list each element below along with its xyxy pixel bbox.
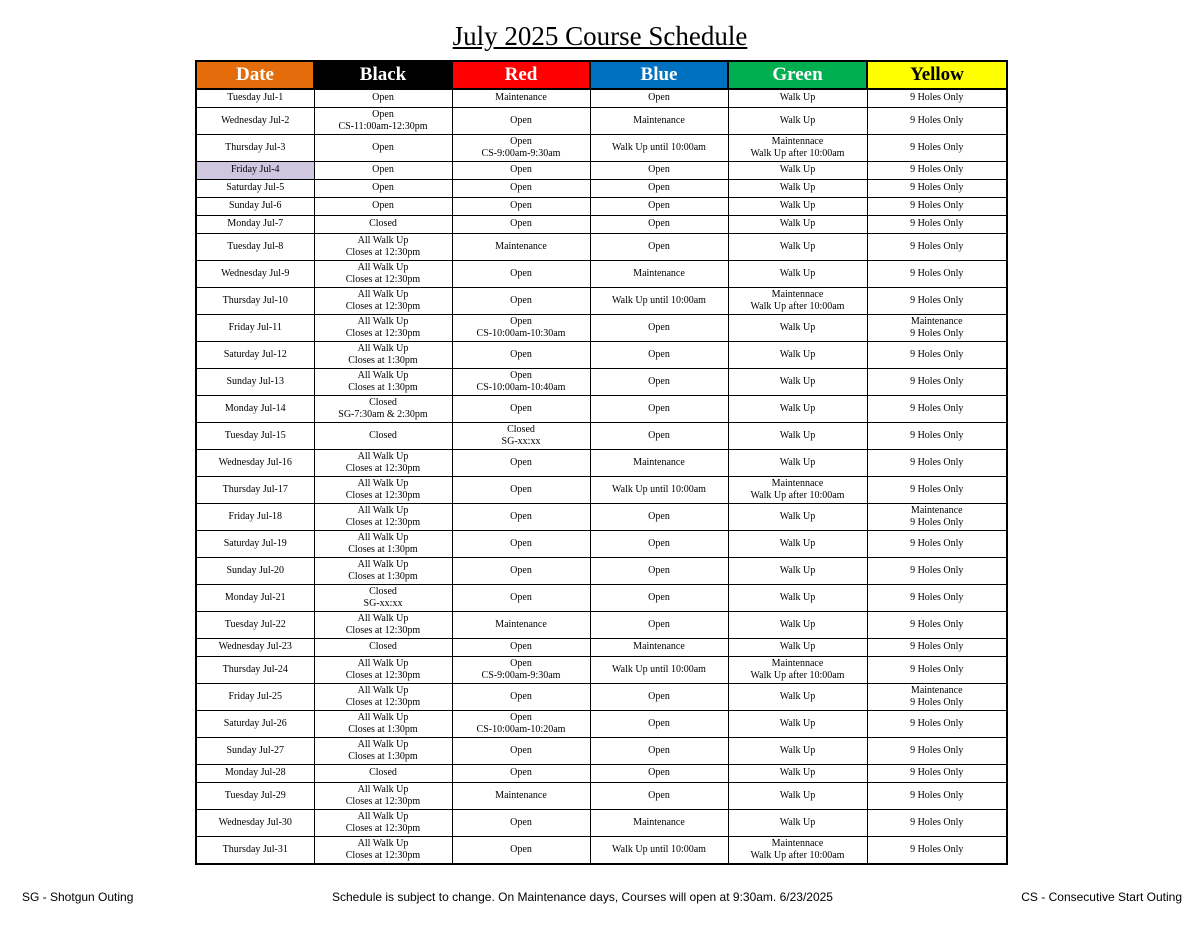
date-cell: Thursday Jul-17 [196,477,314,504]
yellow-course-cell: 9 Holes Only [867,657,1007,684]
table-row [196,234,1007,261]
red-course-cell: Open CS-10:00am-10:30am [452,315,590,342]
date-cell: Friday Jul-18 [196,504,314,531]
header-yellow: Yellow [867,61,1007,89]
black-course-cell: All Walk Up Closes at 12:30pm [314,810,452,837]
blue-course-cell: Open [590,180,728,198]
green-course-cell: Walk Up [728,531,867,558]
table-row [196,369,1007,396]
date-cell: Sunday Jul-6 [196,198,314,216]
green-course-cell: Maintennace Walk Up after 10:00am [728,477,867,504]
yellow-course-cell: 9 Holes Only [867,450,1007,477]
yellow-course-cell: 9 Holes Only [867,531,1007,558]
green-course-cell: Walk Up [728,315,867,342]
red-course-cell: Open [452,765,590,783]
yellow-course-cell: Maintenance 9 Holes Only [867,684,1007,711]
black-course-cell: Open [314,198,452,216]
date-cell: Wednesday Jul-2 [196,108,314,135]
blue-course-cell: Maintenance [590,261,728,288]
blue-course-cell: Open [590,423,728,450]
yellow-course-cell: 9 Holes Only [867,216,1007,234]
red-course-cell: Open [452,108,590,135]
yellow-course-cell: 9 Holes Only [867,108,1007,135]
red-course-cell: Open [452,396,590,423]
page-title: July 2025 Course Schedule [452,21,748,51]
blue-course-cell: Open [590,612,728,639]
black-course-cell: Closed [314,765,452,783]
yellow-course-cell: 9 Holes Only [867,369,1007,396]
date-cell: Tuesday Jul-8 [196,234,314,261]
red-course-cell: Open [452,450,590,477]
table-row [196,765,1007,783]
green-course-cell: Walk Up [728,369,867,396]
blue-course-cell: Open [590,342,728,369]
red-course-cell: Open [452,198,590,216]
blue-course-cell: Maintenance [590,450,728,477]
date-cell: Saturday Jul-12 [196,342,314,369]
green-course-cell: Walk Up [728,639,867,657]
black-course-cell: All Walk Up Closes at 12:30pm [314,315,452,342]
black-course-cell: All Walk Up Closes at 12:30pm [314,657,452,684]
yellow-course-cell: 9 Holes Only [867,810,1007,837]
green-course-cell: Walk Up [728,198,867,216]
footer-legend-sg: SG - Shotgun Outing [22,890,134,904]
date-cell: Wednesday Jul-23 [196,639,314,657]
red-course-cell: Open [452,837,590,865]
black-course-cell: Open CS-11:00am-12:30pm [314,108,452,135]
date-cell: Friday Jul-4 [196,162,314,180]
black-course-cell: All Walk Up Closes at 12:30pm [314,234,452,261]
date-cell: Monday Jul-14 [196,396,314,423]
yellow-course-cell: Maintenance 9 Holes Only [867,315,1007,342]
blue-course-cell: Open [590,684,728,711]
table-row [196,216,1007,234]
table-row [196,89,1007,108]
blue-course-cell: Open [590,738,728,765]
green-course-cell: Walk Up [728,261,867,288]
green-course-cell: Walk Up [728,423,867,450]
date-cell: Wednesday Jul-30 [196,810,314,837]
table-row [196,108,1007,135]
black-course-cell: All Walk Up Closes at 1:30pm [314,531,452,558]
green-course-cell: Walk Up [728,89,867,108]
green-course-cell: Maintennace Walk Up after 10:00am [728,288,867,315]
yellow-course-cell: 9 Holes Only [867,261,1007,288]
yellow-course-cell: Maintenance 9 Holes Only [867,504,1007,531]
date-cell: Thursday Jul-3 [196,135,314,162]
green-course-cell: Walk Up [728,450,867,477]
black-course-cell: All Walk Up Closes at 12:30pm [314,612,452,639]
green-course-cell: Walk Up [728,162,867,180]
red-course-cell: Open [452,684,590,711]
blue-course-cell: Open [590,198,728,216]
red-course-cell: Open [452,639,590,657]
table-row [196,684,1007,711]
red-course-cell: Open [452,531,590,558]
red-course-cell: Open [452,558,590,585]
black-course-cell: All Walk Up Closes at 12:30pm [314,450,452,477]
date-cell: Tuesday Jul-1 [196,89,314,108]
black-course-cell: All Walk Up Closes at 12:30pm [314,684,452,711]
red-course-cell: Open CS-10:00am-10:40am [452,369,590,396]
header-blue: Blue [590,61,728,89]
table-row [196,198,1007,216]
yellow-course-cell: 9 Holes Only [867,639,1007,657]
red-course-cell: Open [452,216,590,234]
yellow-course-cell: 9 Holes Only [867,234,1007,261]
date-cell: Tuesday Jul-29 [196,783,314,810]
date-cell: Thursday Jul-31 [196,837,314,865]
red-course-cell: Open [452,477,590,504]
table-row [196,585,1007,612]
blue-course-cell: Open [590,558,728,585]
table-row [196,135,1007,162]
date-cell: Saturday Jul-19 [196,531,314,558]
yellow-course-cell: 9 Holes Only [867,89,1007,108]
schedule-table [195,60,1008,865]
yellow-course-cell: 9 Holes Only [867,423,1007,450]
black-course-cell: Open [314,180,452,198]
red-course-cell: Maintenance [452,89,590,108]
table-row [196,558,1007,585]
footer-legend-cs: CS - Consecutive Start Outing [1021,890,1182,904]
date-cell: Tuesday Jul-22 [196,612,314,639]
header-green: Green [728,61,867,89]
blue-course-cell: Open [590,504,728,531]
table-row [196,612,1007,639]
black-course-cell: All Walk Up Closes at 12:30pm [314,288,452,315]
blue-course-cell: Maintenance [590,810,728,837]
green-course-cell: Walk Up [728,711,867,738]
blue-course-cell: Walk Up until 10:00am [590,135,728,162]
yellow-course-cell: 9 Holes Only [867,135,1007,162]
table-row [196,288,1007,315]
black-course-cell: All Walk Up Closes at 12:30pm [314,783,452,810]
date-cell: Tuesday Jul-15 [196,423,314,450]
black-course-cell: Open [314,135,452,162]
table-row [196,396,1007,423]
yellow-course-cell: 9 Holes Only [867,396,1007,423]
date-cell: Sunday Jul-27 [196,738,314,765]
table-row [196,423,1007,450]
table-header-row [196,61,1007,89]
date-cell: Sunday Jul-20 [196,558,314,585]
footer-note: Schedule is subject to change. On Maintenance days, Courses will open at 9:30am. 6/23/2025 [332,890,833,904]
yellow-course-cell: 9 Holes Only [867,477,1007,504]
date-cell: Monday Jul-28 [196,765,314,783]
table-row [196,783,1007,810]
table-row [196,162,1007,180]
red-course-cell: Open [452,288,590,315]
header-date: Date [196,61,314,89]
black-course-cell: Closed [314,216,452,234]
date-cell: Saturday Jul-26 [196,711,314,738]
green-course-cell: Walk Up [728,396,867,423]
green-course-cell: Walk Up [728,234,867,261]
table-row [196,504,1007,531]
yellow-course-cell: 9 Holes Only [867,198,1007,216]
red-course-cell: Open [452,261,590,288]
table-row [196,180,1007,198]
green-course-cell: Walk Up [728,810,867,837]
yellow-course-cell: 9 Holes Only [867,288,1007,315]
red-course-cell: Maintenance [452,612,590,639]
red-course-cell: Open CS-9:00am-9:30am [452,657,590,684]
red-course-cell: Open [452,585,590,612]
green-course-cell: Walk Up [728,180,867,198]
red-course-cell: Open [452,810,590,837]
red-course-cell: Open [452,738,590,765]
black-course-cell: Closed [314,639,452,657]
green-course-cell: Walk Up [728,216,867,234]
yellow-course-cell: 9 Holes Only [867,711,1007,738]
yellow-course-cell: 9 Holes Only [867,342,1007,369]
date-cell: Monday Jul-21 [196,585,314,612]
yellow-course-cell: 9 Holes Only [867,162,1007,180]
black-course-cell: All Walk Up Closes at 12:30pm [314,261,452,288]
black-course-cell: Closed SG-7:30am & 2:30pm [314,396,452,423]
yellow-course-cell: 9 Holes Only [867,558,1007,585]
yellow-course-cell: 9 Holes Only [867,837,1007,865]
black-course-cell: Closed SG-xx:xx [314,585,452,612]
blue-course-cell: Walk Up until 10:00am [590,657,728,684]
black-course-cell: Open [314,89,452,108]
green-course-cell: Walk Up [728,558,867,585]
red-course-cell: Maintenance [452,783,590,810]
blue-course-cell: Open [590,765,728,783]
black-course-cell: All Walk Up Closes at 12:30pm [314,837,452,865]
blue-course-cell: Open [590,783,728,810]
green-course-cell: Walk Up [728,783,867,810]
yellow-course-cell: 9 Holes Only [867,783,1007,810]
table-row [196,810,1007,837]
black-course-cell: All Walk Up Closes at 1:30pm [314,738,452,765]
yellow-course-cell: 9 Holes Only [867,765,1007,783]
table-row [196,531,1007,558]
date-cell: Friday Jul-11 [196,315,314,342]
blue-course-cell: Open [590,89,728,108]
header-black: Black [314,61,452,89]
date-cell: Wednesday Jul-9 [196,261,314,288]
table-row [196,639,1007,657]
header-red: Red [452,61,590,89]
green-course-cell: Walk Up [728,738,867,765]
date-cell: Friday Jul-25 [196,684,314,711]
blue-course-cell: Open [590,531,728,558]
blue-course-cell: Maintenance [590,108,728,135]
blue-course-cell: Open [590,315,728,342]
yellow-course-cell: 9 Holes Only [867,612,1007,639]
date-cell: Saturday Jul-5 [196,180,314,198]
green-course-cell: Maintennace Walk Up after 10:00am [728,837,867,865]
blue-course-cell: Open [590,396,728,423]
black-course-cell: Open [314,162,452,180]
table-row [196,738,1007,765]
red-course-cell: Open [452,504,590,531]
blue-course-cell: Open [590,369,728,396]
table-row [196,450,1007,477]
table-row [196,342,1007,369]
table-row [196,837,1007,865]
green-course-cell: Walk Up [728,585,867,612]
red-course-cell: Closed SG-xx:xx [452,423,590,450]
red-course-cell: Open [452,162,590,180]
blue-course-cell: Walk Up until 10:00am [590,837,728,865]
green-course-cell: Maintennace Walk Up after 10:00am [728,657,867,684]
black-course-cell: Closed [314,423,452,450]
yellow-course-cell: 9 Holes Only [867,180,1007,198]
date-cell: Sunday Jul-13 [196,369,314,396]
black-course-cell: All Walk Up Closes at 1:30pm [314,369,452,396]
date-cell: Thursday Jul-24 [196,657,314,684]
table-row [196,315,1007,342]
yellow-course-cell: 9 Holes Only [867,585,1007,612]
red-course-cell: Open CS-10:00am-10:20am [452,711,590,738]
blue-course-cell: Open [590,585,728,612]
green-course-cell: Walk Up [728,612,867,639]
table-row [196,261,1007,288]
black-course-cell: All Walk Up Closes at 1:30pm [314,558,452,585]
blue-course-cell: Open [590,216,728,234]
red-course-cell: Open CS-9:00am-9:30am [452,135,590,162]
blue-course-cell: Maintenance [590,639,728,657]
black-course-cell: All Walk Up Closes at 1:30pm [314,711,452,738]
blue-course-cell: Open [590,234,728,261]
red-course-cell: Maintenance [452,234,590,261]
red-course-cell: Open [452,180,590,198]
table-row [196,711,1007,738]
blue-course-cell: Open [590,711,728,738]
date-cell: Monday Jul-7 [196,216,314,234]
yellow-course-cell: 9 Holes Only [867,738,1007,765]
date-cell: Wednesday Jul-16 [196,450,314,477]
green-course-cell: Walk Up [728,108,867,135]
green-course-cell: Maintennace Walk Up after 10:00am [728,135,867,162]
green-course-cell: Walk Up [728,684,867,711]
black-course-cell: All Walk Up Closes at 1:30pm [314,342,452,369]
green-course-cell: Walk Up [728,342,867,369]
green-course-cell: Walk Up [728,504,867,531]
blue-course-cell: Open [590,162,728,180]
red-course-cell: Open [452,342,590,369]
date-cell: Thursday Jul-10 [196,288,314,315]
green-course-cell: Walk Up [728,765,867,783]
table-row [196,477,1007,504]
table-row [196,657,1007,684]
black-course-cell: All Walk Up Closes at 12:30pm [314,477,452,504]
blue-course-cell: Walk Up until 10:00am [590,288,728,315]
black-course-cell: All Walk Up Closes at 12:30pm [314,504,452,531]
blue-course-cell: Walk Up until 10:00am [590,477,728,504]
table-body [196,89,1007,864]
